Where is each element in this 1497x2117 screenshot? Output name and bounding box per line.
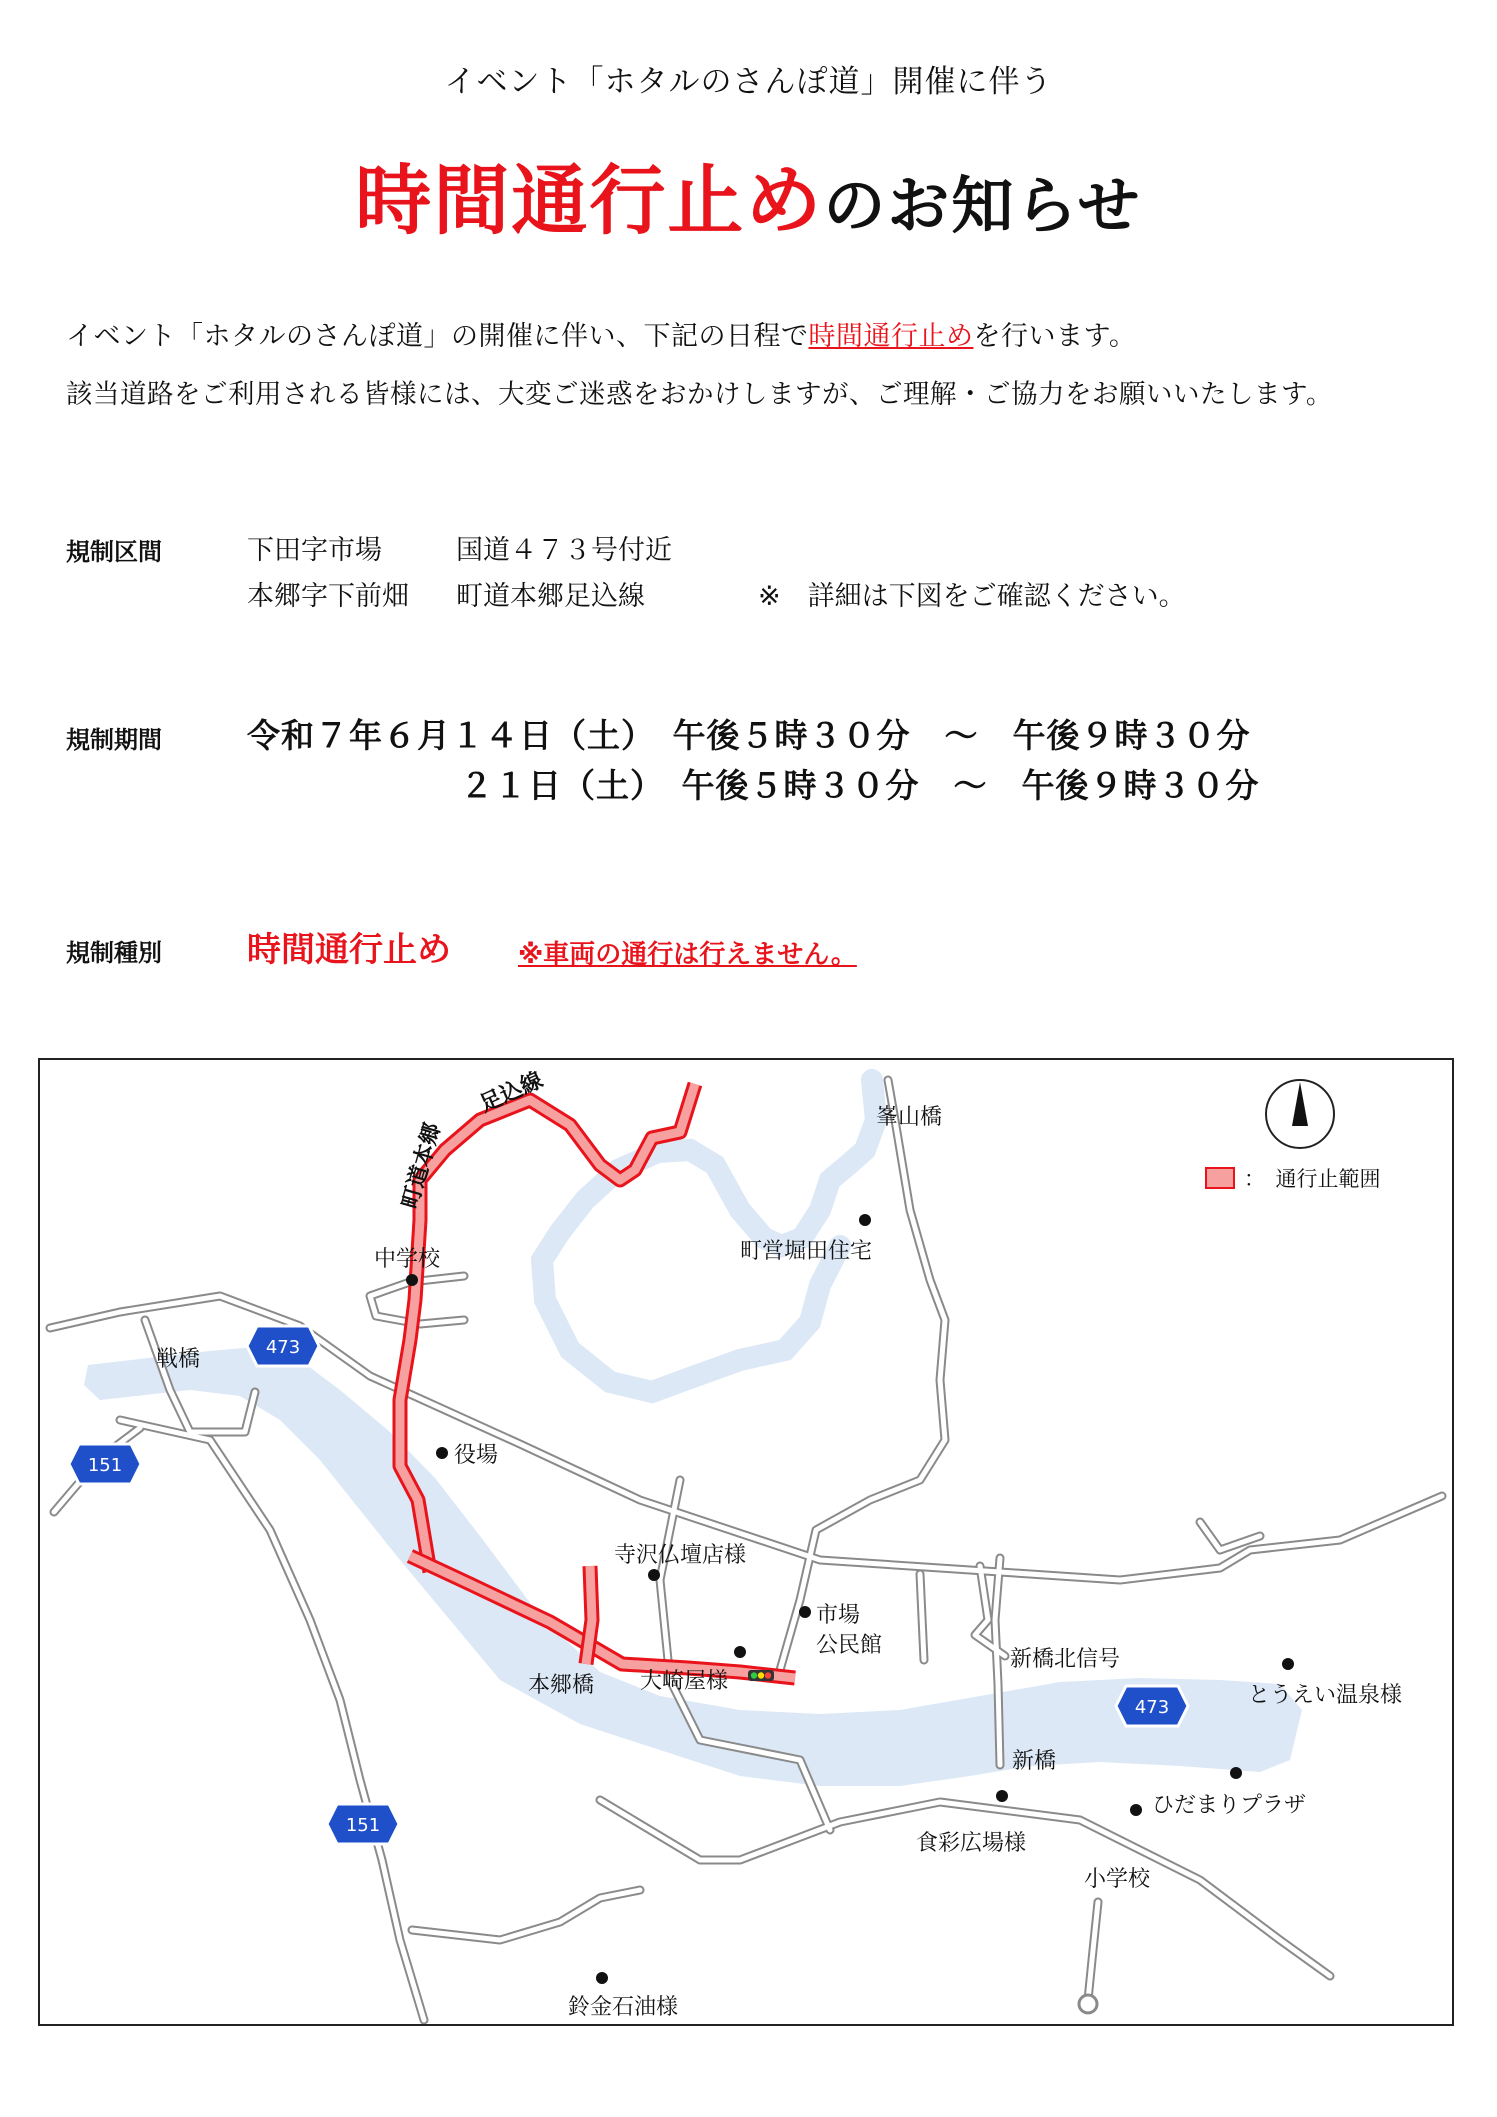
road-turnaround [1079, 1995, 1097, 2013]
label-road-name-b: 足込線 [476, 1067, 547, 1118]
label-shinbashikita: 新橋北信号 [1010, 1647, 1121, 1672]
section-label: 規制区間 [66, 538, 162, 566]
river-north [542, 1080, 876, 1392]
place-markers [406, 1214, 1294, 1984]
intro-line-1-pre: イベント「ホタルのさんぽ道」の開催に伴い、下記の日程で [66, 321, 809, 352]
intro-highlight: 時間通行止め [808, 321, 974, 352]
label-ichiba-1: 市場 [816, 1603, 861, 1628]
legend [1206, 1167, 1381, 1191]
legend-text: ： 通行止範囲 [1244, 1167, 1381, 1191]
marker-yakuba [436, 1447, 448, 1459]
label-chugakko: 中学校 [374, 1247, 441, 1272]
lead-text: イベント「ホタルのさんぽ道」開催に伴う [444, 64, 1053, 100]
page-title-suffix: のお知らせ [823, 169, 1142, 242]
marker-oosakiya [734, 1646, 746, 1658]
road-south [600, 1800, 1330, 1976]
label-mineyamabashi: 峯山橋 [876, 1105, 943, 1130]
route-473-label-a: 473 [265, 1337, 301, 1358]
marker-hidamari [1230, 1767, 1242, 1779]
section-row-1-road: 国道４７３号付近 [456, 535, 672, 566]
intro-line-1 [66, 314, 1136, 353]
traffic-signal-icon [748, 1670, 774, 1681]
marker-touei [1282, 1658, 1294, 1670]
route-473-label-b: 473 [1134, 1697, 1170, 1718]
label-ichiba-2: 公民館 [816, 1633, 883, 1658]
route-151-label-b: 151 [345, 1815, 381, 1836]
label-touei: とうえい温泉様 [1248, 1683, 1403, 1708]
route-map [40, 1060, 1452, 2024]
label-shinbashi: 新橋 [1012, 1749, 1057, 1774]
marker-shogakko [1130, 1804, 1142, 1816]
marker-ichiba [799, 1606, 811, 1618]
north-arrow-icon [1266, 1080, 1334, 1148]
marker-chouei [859, 1214, 871, 1226]
page-title [0, 140, 1497, 249]
section-note: ※ 詳細は下図をご確認ください。 [758, 581, 1186, 612]
label-ikusabashi: 戦橋 [156, 1347, 201, 1372]
period-line-2: ２１日（土） 午後５時３０分 ～ 午後９時３０分 [460, 766, 1260, 805]
label-oosakiya: 大崎屋様 [640, 1669, 729, 1694]
section-row-2-place: 本郷字下前畑 [247, 581, 409, 612]
route-151-label-a: 151 [87, 1455, 123, 1476]
route-shield-151b-icon[interactable] [327, 1804, 399, 1844]
kind-note: ※車両の通行は行えません。 [518, 940, 857, 970]
marker-suzukane [596, 1972, 608, 1984]
label-hongobashi: 本郷橋 [528, 1673, 595, 1698]
marker-shokusai [996, 1790, 1008, 1802]
kind-main: 時間通行止め [247, 930, 451, 970]
marker-terasawa [648, 1569, 660, 1581]
marker-chugakko [406, 1274, 418, 1286]
label-shogakko: 小学校 [1084, 1867, 1151, 1892]
label-road-name-a: 町道本郷 [397, 1120, 447, 1212]
label-terasawa: 寺沢仏壇店様 [614, 1543, 747, 1568]
page-title-red: 時間通行止め [355, 156, 824, 245]
period-line-1: 令和７年６月１４日（土） 午後５時３０分 ～ 午後９時３０分 [247, 716, 1251, 755]
route-shield-473-icon[interactable] [247, 1326, 319, 1366]
label-chouei: 町営堀田住宅 [740, 1239, 873, 1264]
road-southwest-inner [412, 1890, 640, 1940]
label-shokusai: 食彩広場様 [916, 1831, 1027, 1856]
intro-line-1-post: を行います。 [973, 321, 1137, 352]
road-south-inner [600, 1800, 1330, 1976]
kind-label: 規制種別 [66, 939, 162, 967]
legend-swatch [1206, 1168, 1234, 1188]
period-label: 規制期間 [66, 726, 162, 754]
section-row-1-place: 下田字市場 [247, 535, 382, 566]
section-row-2-road: 町道本郷足込線 [456, 581, 645, 612]
intro-line-2: 該当道路をご利用される皆様には、大変ご迷惑をおかけしますが、ご理解・ご協力をお願いいたします。 [66, 379, 1333, 410]
map-frame [38, 1058, 1454, 2026]
label-yakuba: 役場 [454, 1443, 499, 1468]
label-hidamari: ひだまりプラザ [1152, 1793, 1307, 1818]
route-shield-473b-icon[interactable] [1116, 1686, 1188, 1726]
label-suzukane: 鈴金石油様 [568, 1995, 679, 2020]
route-shield-151-icon[interactable] [69, 1444, 141, 1484]
